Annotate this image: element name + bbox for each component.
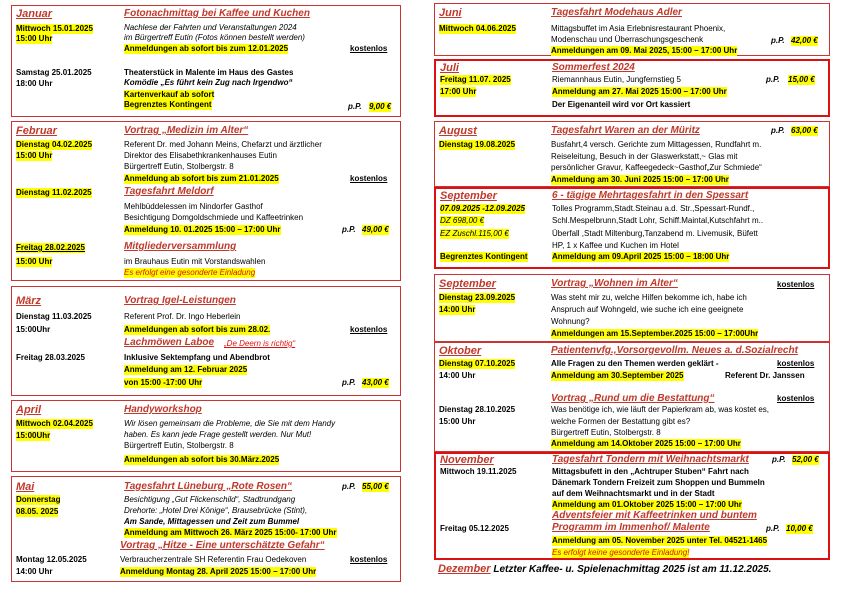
event-date: Freitag 05.12.2025	[440, 524, 509, 533]
section-november	[434, 452, 830, 560]
price-value: 10,00 €	[786, 524, 813, 533]
section-may	[11, 476, 401, 582]
event-date: Dienstag 07.10.2025	[439, 359, 516, 368]
price-label: p.P.	[771, 36, 785, 45]
free-label: kostenlos	[350, 555, 388, 564]
month-label: Juni	[439, 7, 462, 19]
registration-info: Anmeldung am Mittwoch 26. März 2025 15:00- 17:00 Uhr	[124, 528, 337, 537]
event-title: Tagesfahrt Waren an der Müritz	[551, 125, 700, 136]
month-label: August	[439, 125, 477, 137]
event-title: Handyworkshop	[124, 404, 202, 415]
registration-info: Anmeldungen am 15.September.2025 15:00 – 17:00Uhr	[551, 329, 759, 338]
month-label: Oktober	[439, 345, 482, 357]
event-desc: Inklusive Sektempfang und Abendbrot	[124, 353, 270, 362]
event-title: 6 - tägige Mehrtagesfahrt in den Spessart	[552, 190, 749, 201]
registration-info: Anmeldungen ab sofort bis zum 12.01.2025	[124, 44, 289, 53]
event-date: 08.05. 2025	[16, 507, 59, 516]
price-label: p.P.	[342, 378, 356, 387]
registration-info: Anmeldung Montag 28. April 2025 15:00 – 17:00 Uhr	[120, 567, 317, 576]
month-label: Februar	[16, 125, 57, 137]
event-desc: haben. Es kann jede Frage gestellt werden. Nur Mut!	[124, 430, 312, 439]
event-desc: Drehorte: „Hotel Drei Könige“, Brausebrücke (Stint),	[124, 506, 308, 515]
event-title: Tagesfahrt Tondern mit Weihnachtsmarkt	[552, 454, 749, 465]
month-label: September	[439, 278, 496, 290]
free-label: kostenlos	[350, 325, 388, 334]
event-desc: Wir lösen gemeinsam die Probleme, die Sie mit dem Handy	[124, 419, 336, 428]
event-title: Tagesfahrt Modehaus Adler	[551, 7, 682, 18]
event-title: Mitgliederversammlung	[124, 241, 237, 252]
section-april	[11, 400, 401, 472]
section-october	[434, 342, 830, 452]
registration-info: Anmeldungen ab sofort bis 30.März.2025	[124, 455, 280, 464]
event-desc: Besichtigung Domgoldschmiede und Kaffeetrinken	[124, 213, 304, 222]
registration-info: Anmeldungen ab sofort bis zum 28.02.	[124, 325, 271, 334]
event-time: 14:00 Uhr	[439, 305, 476, 314]
event-date: 07.09.2025 -12.09.2025	[440, 204, 525, 213]
event-title: Vortrag „Medizin im Alter“	[124, 125, 249, 136]
event-desc: Nachlese der Fahrten und Veranstaltungen 2024	[124, 23, 297, 32]
month-label: April	[16, 404, 42, 416]
section-june	[434, 3, 830, 56]
event-time: 15:00 Uhr	[16, 257, 53, 266]
event-desc: Riemannhaus Eutin, Jungfernstieg 5	[552, 75, 681, 84]
price-value: 15,00 €	[788, 75, 815, 84]
event-date: Dienstag 11.03.2025	[16, 312, 92, 321]
event-desc: Referent Dr. med Johann Meins, Chefarzt und ärztlicher	[124, 140, 322, 149]
event-desc: Busfahrt,4 versch. Gerichte zum Mittagessen, Rundfahrt m.	[551, 140, 762, 149]
event-note: Der Eigenanteil wird vor Ort kassiert	[552, 100, 691, 109]
event-title: Programm im Immenhof/ Malente	[552, 522, 710, 533]
event-title: Vortrag Igel-Leistungen	[124, 295, 236, 306]
event-title: Theaterstück in Malente im Haus des Gastes	[124, 68, 294, 77]
event-date: Dienstag 11.02.2025	[16, 188, 92, 197]
event-date: Mittwoch 19.11.2025	[440, 467, 517, 476]
event-desc: HP, 1 x Kaffee und Kuchen im Hotel	[552, 241, 679, 250]
event-date: Dienstag 19.08.2025	[439, 140, 516, 149]
event-title: Lachmöwen Laboe	[124, 337, 215, 348]
event-title: Vortrag „Rund um die Bestattung“	[551, 393, 715, 404]
event-desc: Reiseleitung, Besuch in der Glaswerkstatt,~ Glas mit	[551, 152, 738, 161]
event-desc: im Bürgertreff Eutin (Fotos können bestellt werden)	[124, 33, 305, 42]
registration-info: Anmeldung am 01.Oktober 2025 15:00 – 17:00 Uhr	[552, 500, 742, 509]
event-date: Freitag 28.02.2025	[16, 243, 85, 252]
event-desc: Alle Fragen zu den Themen werden geklärt -	[551, 359, 719, 368]
event-date: Montag 12.05.2025	[16, 555, 87, 564]
event-desc: Direktor des Elisabethkrankenhauses Eutin	[124, 151, 277, 160]
event-date: Freitag 28.03.2025	[16, 353, 85, 362]
month-label: Juli	[440, 62, 459, 74]
event-desc: Anspruch auf Wohngeld, wie suche ich eine geeignete	[551, 305, 744, 314]
event-desc: Was benötige ich, wie läuft der Papierkram ab, was kostet es,	[551, 405, 770, 414]
registration-info: Anmeldung 10. 01.2025 15:00 – 17:00 Uhr	[124, 225, 281, 234]
event-date: Freitag 11.07. 2025	[440, 75, 511, 84]
event-desc: Kartenverkauf ab sofort	[124, 90, 215, 99]
event-desc: Wohnung?	[551, 317, 590, 326]
month-label: Januar	[16, 8, 53, 20]
registration-info: Anmeldung am 09.April 2025 15:00 – 18:00 Uhr	[552, 252, 730, 261]
event-note: Es erfolgt eine gesonderte Einladung	[124, 268, 256, 277]
event-desc: Mehlbüddelessen im Nindorfer Gasthof	[124, 202, 263, 211]
event-date: Dienstag 28.10.2025	[439, 405, 516, 414]
month-label: September	[440, 190, 497, 202]
event-desc: Mittagsbuffet im Asia Erlebnisrestaurant Phoenix,	[551, 24, 726, 33]
event-desc: auf dem Weihnachtsmarkt und in der Stadt	[552, 489, 715, 498]
event-desc: Besichtigung „Gut Flickenschild“, Stadtrundgang	[124, 495, 296, 504]
event-time: 15:00 Uhr	[16, 151, 53, 160]
event-desc: Mittagsbufett in den „Achtruper Stuben“ Fahrt nach	[552, 467, 749, 476]
section-january	[11, 5, 401, 117]
section-february	[11, 121, 401, 281]
event-date: Samstag 25.01.2025	[16, 68, 92, 77]
registration-info: Anmeldung am 05. November 2025 unter Tel. 04521-1465	[552, 536, 768, 545]
registration-info: Anmeldung am 30. Juni 2025 15:00 – 17:00 Uhr	[551, 175, 729, 184]
event-desc: Schl.Mespelbrunn,Stadt Lohr, Schiff.Maintal,Kutschfahrt m..	[552, 216, 764, 225]
event-desc: Begrenztes Kontingent	[124, 100, 212, 109]
event-desc: Verbraucherzentrale SH Referentin Frau Oedekoven	[120, 555, 307, 564]
event-time: 14:00 Uhr	[439, 371, 476, 380]
section-august	[434, 121, 830, 187]
event-time: 18:00 Uhr	[16, 79, 53, 88]
event-time: 14:00 Uhr	[16, 567, 53, 576]
section-september-talk	[434, 274, 830, 342]
registration-info: von 15:00 -17:00 Uhr	[124, 378, 203, 387]
event-date: Mittwoch 04.06.2025	[439, 24, 516, 33]
free-label: kostenlos	[777, 359, 815, 368]
event-time: 15:00 Uhr	[16, 34, 53, 43]
event-title: Tagesfahrt Meldorf	[124, 186, 214, 197]
event-title: Vortrag „Hitze - Eine unterschätzte Gefahr“	[120, 540, 325, 551]
event-date: Dienstag 04.02.2025	[16, 140, 93, 149]
footer-month: Dezember	[438, 563, 491, 575]
price-value: 43,00 €	[362, 378, 389, 387]
event-subtitle: „De Deern is richtig“	[224, 339, 296, 348]
price-label: p.P.	[348, 102, 362, 111]
footer-note	[438, 563, 771, 576]
price-value: 63,00 €	[791, 126, 818, 135]
registration-info: Anmeldung am 27. Mai 2025 15:00 – 17:00 Uhr	[552, 87, 727, 96]
registration-info: Anmeldung am 12. Februar 2025	[124, 365, 248, 374]
event-time: 17:00 Uhr	[440, 87, 477, 96]
price-value: 42,00 €	[791, 36, 818, 45]
free-label: kostenlos	[777, 394, 815, 403]
event-desc: Am Sande, Mittagessen und Zeit zum Bummel	[124, 517, 300, 526]
registration-info: Anmeldung ab sofort bis zum 21.01.2025	[124, 174, 279, 183]
footer-text: Letzter Kaffee- u. Spielenachmittag 2025 ist am 11.12.2025.	[493, 564, 772, 575]
event-desc: Bürgertreff Eutin, Stolbergstr. 8	[551, 428, 661, 437]
price-label: p.P.	[342, 482, 356, 491]
event-title: Sommerfest 2024	[552, 62, 635, 73]
section-july	[434, 59, 830, 117]
event-title: Vortrag „Wohnen im Alter“	[551, 278, 678, 289]
section-march	[11, 286, 401, 396]
event-date: Dienstag 23.09.2025	[439, 293, 516, 302]
registration-info: Anmeldungen am 09. Mai 2025, 15:00 – 17:00 Uhr	[551, 46, 738, 55]
section-september-trip	[434, 187, 830, 269]
event-title: Adventsfeier mit Kaffeetrinken und buntem	[552, 510, 757, 521]
event-desc: Bürgertreff Eutin, Stolbergstr. 8	[124, 162, 234, 171]
event-date: Donnerstag	[16, 495, 61, 504]
event-desc: persönlicher Gravur, Kaffeegedeck~Gasthof„Zur Schmiede“	[551, 163, 762, 172]
price-label: p.P.	[766, 75, 780, 84]
event-title: Tagesfahrt Lüneburg „Rote Rosen“	[124, 481, 292, 492]
event-desc: Bürgertreff Eutin, Stolbergstr. 8	[124, 441, 234, 450]
event-note: Begrenztes Kontingent	[440, 252, 528, 261]
event-desc: Was steht mir zu, welche Hilfen bekomme ich, habe ich	[551, 293, 747, 302]
event-desc: Dänemark Tondern Freizeit zum Shoppen und Bummeln	[552, 478, 765, 487]
event-date: Mittwoch 02.04.2025	[16, 419, 93, 428]
price-value: 9,00 €	[369, 102, 392, 111]
event-price: EZ Zuschl.115,00 €	[440, 229, 509, 238]
event-desc: Referent Prof. Dr. Ingo Heberlein	[124, 312, 241, 321]
event-desc: Modenschau und Überraschungsgeschenk	[551, 35, 704, 44]
price-label: p.P.	[772, 455, 786, 464]
price-value: 49,00 €	[362, 225, 389, 234]
event-time: 15:00Uhr	[16, 325, 51, 334]
event-date: Mittwoch 15.01.2025	[16, 24, 93, 33]
event-title: Fotonachmittag bei Kaffee und Kuchen	[124, 8, 310, 19]
price-label: p.P.	[766, 524, 780, 533]
month-label: Mai	[16, 481, 35, 493]
event-desc: Tolles Programm,Stadt.Steinau a.d. Str.,Spessart-Rundf.,	[552, 204, 755, 213]
event-time: 15:00Uhr	[16, 431, 51, 440]
free-label: kostenlos	[350, 44, 388, 53]
event-desc: Komödie „Es führt kein Zug nach Irgendwo“	[124, 78, 293, 87]
price-value: 55,00 €	[362, 482, 389, 491]
event-desc: welche Formen der Bestattung gibt es?	[551, 417, 691, 426]
price-label: p.P.	[342, 225, 356, 234]
event-title: Patientenvfg.,Vorsorgevollm. Neues a. d.Sozialrecht	[551, 345, 798, 356]
month-label: November	[440, 454, 494, 466]
event-note: Es erfolgt keine gesonderte Einladung!	[552, 548, 690, 557]
event-desc: im Brauhaus Eutin mit Vorstandswahlen	[124, 257, 266, 266]
price-label: p.P.	[771, 126, 785, 135]
registration-info: Anmeldung am 14.Oktober 2025 15:00 – 17:00 Uhr	[551, 439, 741, 448]
event-desc: Überfall ,Stadt Miltenburg,Tanzabend m. Livemusik, Büfett	[552, 229, 758, 238]
event-note: Referent Dr. Janssen	[725, 371, 805, 380]
month-label: März	[16, 295, 42, 307]
event-price: DZ 698,00 €	[440, 216, 485, 225]
free-label: kostenlos	[777, 280, 815, 289]
event-time: 15:00 Uhr	[439, 417, 476, 426]
price-value: 52,00 €	[792, 455, 819, 464]
registration-info: Anmeldung am 30.September 2025	[551, 371, 684, 380]
free-label: kostenlos	[350, 174, 388, 183]
